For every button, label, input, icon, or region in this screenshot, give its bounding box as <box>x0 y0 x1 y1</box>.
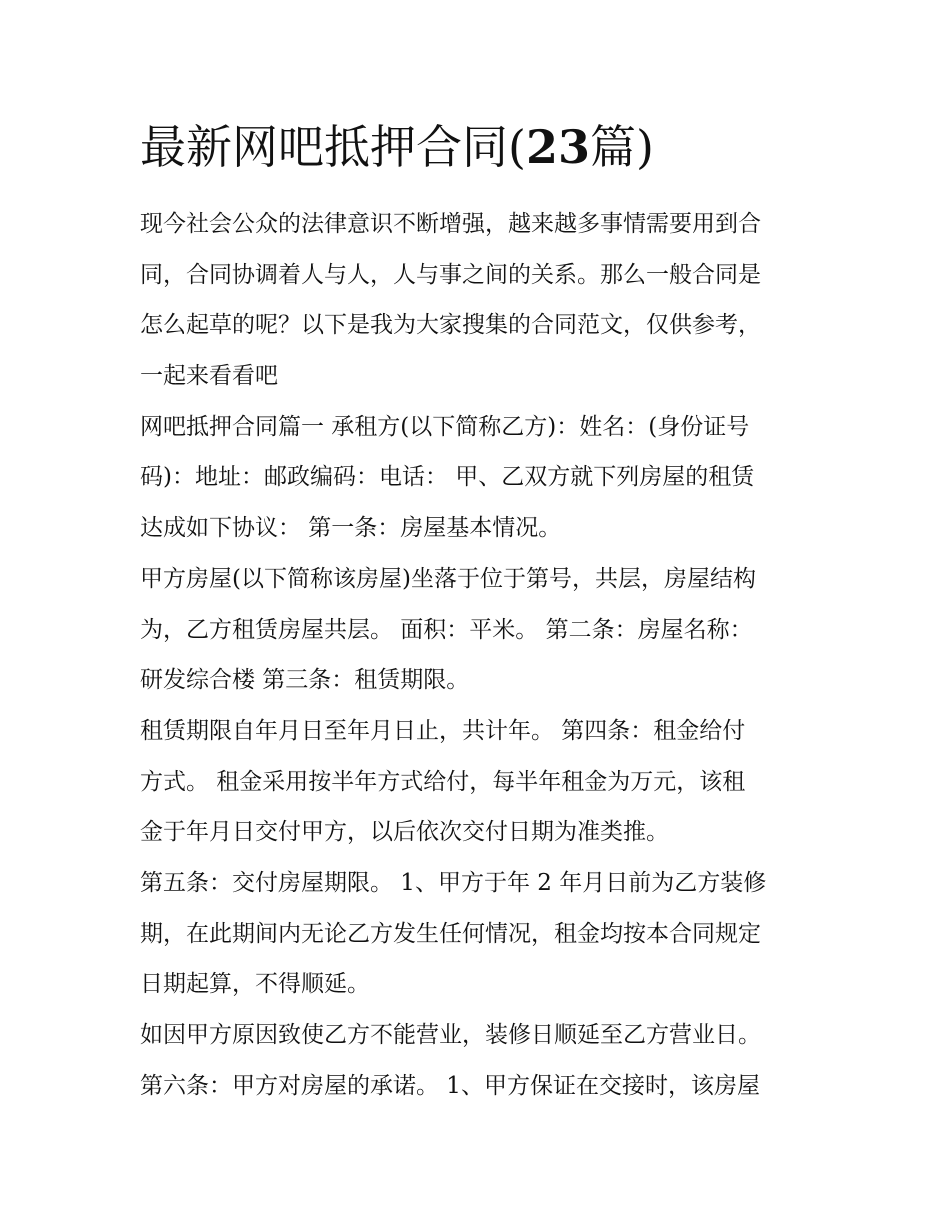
text-line: 第五条：交付房屋期限。 1、甲方于年 2 年月日前为乙方装修 <box>140 869 767 896</box>
paragraph-delivery <box>140 858 820 1010</box>
text-line: 研发综合楼 第三条：租赁期限。 <box>140 667 470 694</box>
text-line: 码)：地址：邮政编码：电话： 甲、乙双方就下列房屋的租赁 <box>140 464 755 491</box>
title-number: 23 <box>525 120 590 174</box>
text-line: 租赁期限自年月日至年月日止，共计年。 第四条：租金给付 <box>140 717 746 744</box>
text-line: 金于年月日交付甲方，以后依次交付日期为准类推。 <box>140 819 669 846</box>
text-line: 甲方房屋(以下简称该房屋)坐落于位于第号，共层，房屋结构 <box>140 565 756 592</box>
document-body <box>140 199 820 1111</box>
text-line: 如因甲方原因致使乙方不能营业，装修日顺延至乙方营业日。 <box>140 1022 761 1048</box>
paragraph-property-info <box>140 554 820 706</box>
text-line: 为，乙方租赁房屋共层。 面积：平米。 第二条：房屋名称： <box>140 616 753 643</box>
text-line: 期，在此期间内无论乙方发生任何情况，租金均按本合同规定 <box>140 920 761 947</box>
text-line: 怎么起草的呢？以下是我为大家搜集的合同范文，仅供参考， <box>140 312 761 339</box>
text-line: 同，合同协调着人与人，人与事之间的关系。那么一般合同是 <box>140 261 761 288</box>
paragraph-commitments <box>140 1010 820 1111</box>
text-line: 第六条：甲方对房屋的承诺。 1、甲方保证在交接时，该房屋 <box>140 1072 760 1099</box>
text-line: 一起来看看吧 <box>140 363 278 390</box>
paragraph-lease-term <box>140 706 820 858</box>
text-line: 方式。 租金采用按半年方式给付，每半年租金为万元，该租 <box>140 768 746 795</box>
text-line: 日期起算，不得顺延。 <box>140 971 370 998</box>
title-suffix: 篇) <box>589 120 654 174</box>
text-line: 达成如下协议： 第一条：房屋基本情况。 <box>140 515 562 542</box>
document-title <box>140 112 820 182</box>
text-line: 网吧抵押合同篇一 承租方(以下简称乙方)：姓名：(身份证号 <box>140 413 750 440</box>
paragraph-intro <box>140 199 820 402</box>
text-line: 现今社会公众的法律意识不断增强，越来越多事情需要用到合 <box>140 211 761 237</box>
title-prefix: 最新网吧抵押合同( <box>140 120 526 174</box>
paragraph-contract-one <box>140 402 820 554</box>
